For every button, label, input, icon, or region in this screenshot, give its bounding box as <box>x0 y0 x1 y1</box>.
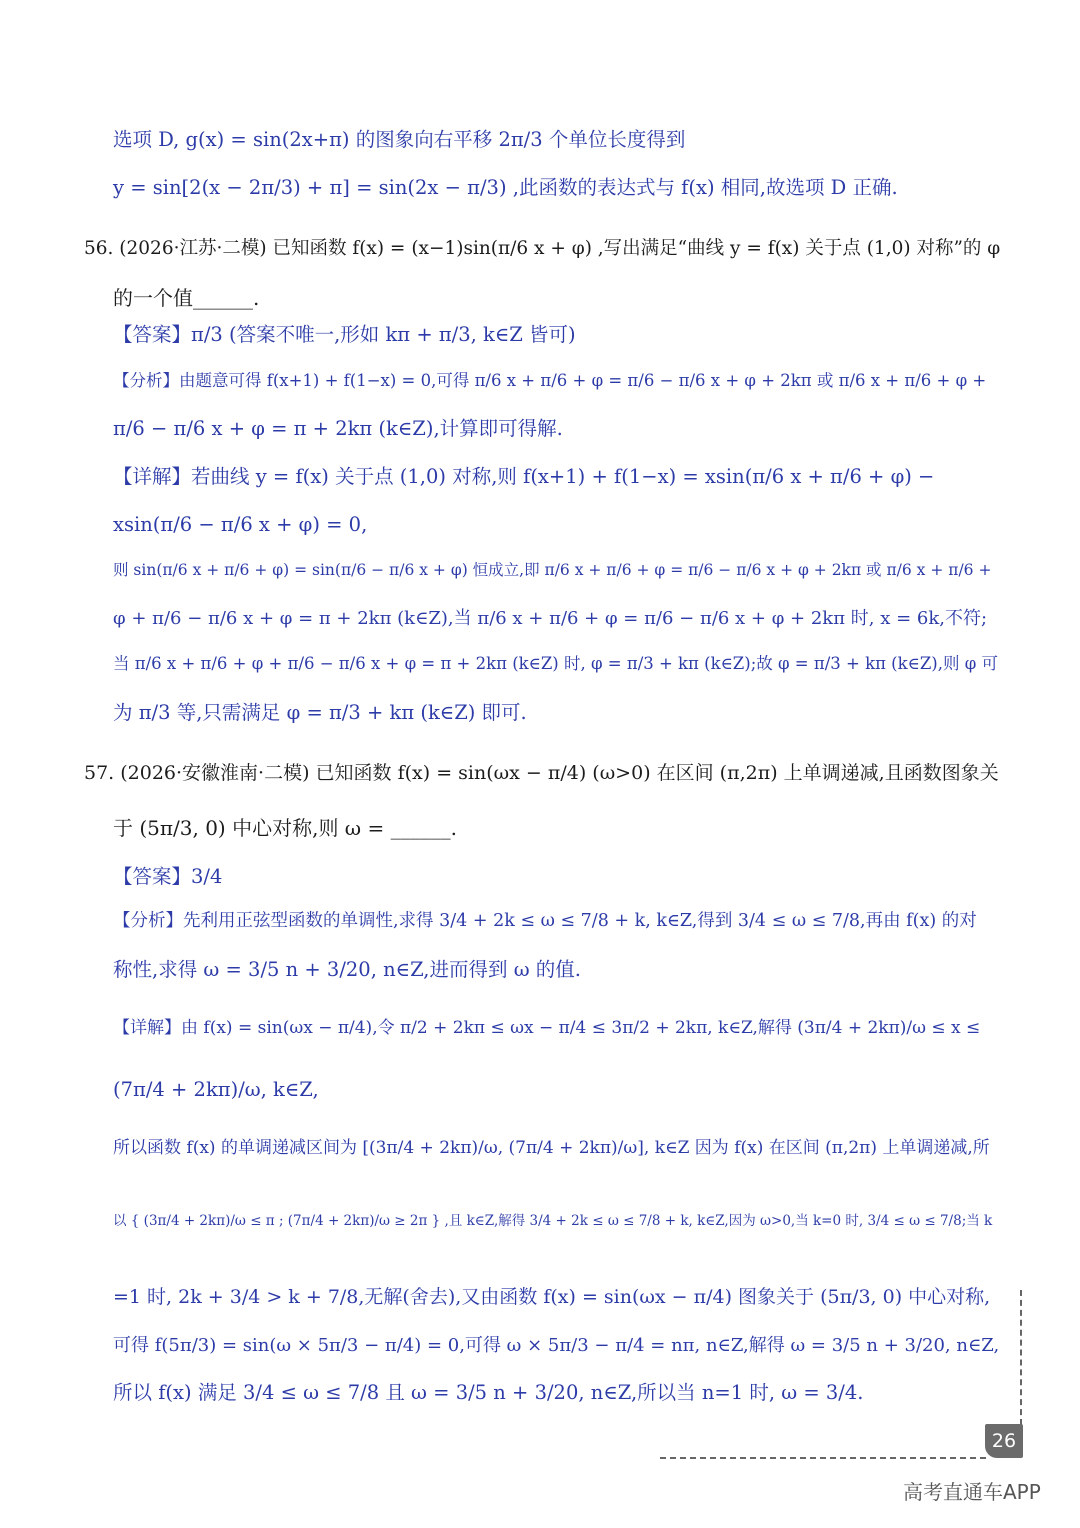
analysis-57: 【分析】先利用正弦型函数的单调性,求得 3/4 + 2k ≤ ω ≤ 7/8 + k, k∈Z,得到 3/4 ≤ ω ≤ 7/8,再由 f(x) 的对 <box>113 911 977 931</box>
solution-56-line: 当 π/6 x + π/6 + φ + π/6 − π/6 x + φ = π + 2kπ (k∈Z) 时, φ = π/3 + kπ (k∈Z);故 φ = π/3 + kπ (k∈Z),则 φ 可 <box>113 654 999 673</box>
solution-57-line: (7π/4 + 2kπ)/ω, k∈Z, <box>113 1078 319 1101</box>
page-number-badge: 26 <box>985 1424 1023 1458</box>
solution-57-line: 所以 f(x) 满足 3/4 ≤ ω ≤ 7/8 且 ω = 3/5 n + 3/20, n∈Z,所以当 n=1 时, ω = 3/4. <box>113 1381 864 1404</box>
solution-57-line: =1 时, 2k + 3/4 > k + 7/8,无解(舍去),又由函数 f(x) = sin(ωx − π/4) 图象关于 (5π/3, 0) 中心对称, <box>113 1286 991 1308</box>
text-line: y = sin[2(x − 2π/3) + π] = sin(2x − π/3) ,此函数的表达式与 f(x) 相同,故选项 D 正确. <box>113 176 898 199</box>
solution-57: 【详解】由 f(x) = sin(ωx − π/4),令 π/2 + 2kπ ≤ ωx − π/4 ≤ 3π/2 + 2kπ, k∈Z,解得 (3π/4 + 2kπ)/ω ≤ x ≤ <box>113 1018 981 1038</box>
dashed-border-horizontal <box>660 1457 986 1459</box>
analysis-57-cont: 称性,求得 ω = 3/5 n + 3/20, n∈Z,进而得到 ω 的值. <box>113 958 581 981</box>
solution-56-line: φ + π/6 − π/6 x + φ = π + 2kπ (k∈Z),当 π/6 x + π/6 + φ = π/6 − π/6 x + φ + 2kπ 时, x = 6k,不符; <box>113 608 988 629</box>
dashed-border-vertical <box>1020 1290 1022 1425</box>
solution-56-line: 为 π/3 等,只需满足 φ = π/3 + kπ (k∈Z) 即可. <box>113 701 527 724</box>
solution-57-line: 以 { (3π/4 + 2kπ)/ω ≤ π ; (7π/4 + 2kπ)/ω ≥ 2π } ,且 k∈Z,解得 3/4 + 2k ≤ ω ≤ 7/8 + k, k∈Z,因为 ω>0,当 k=0 时, 3/4 ≤ ω ≤ 7/8;当 k <box>113 1213 993 1229</box>
question-56-blank: 的一个值______. <box>113 286 260 310</box>
solution-56-line: xsin(π/6 − π/6 x + φ) = 0, <box>113 513 368 536</box>
solution-57-line: 所以函数 f(x) 的单调递减区间为 [(3π/4 + 2kπ)/ω, (7π/4 + 2kπ)/ω], k∈Z 因为 f(x) 在区间 (π,2π) 上单调递减,所 <box>113 1138 990 1158</box>
solution-56: 【详解】若曲线 y = f(x) 关于点 (1,0) 对称,则 f(x+1) + f(1−x) = xsin(π/6 x + π/6 + φ) − <box>113 465 935 488</box>
watermark: 高考直通车APP <box>903 1480 1041 1504</box>
solution-57-line: 可得 f(5π/3) = sin(ω × 5π/3 − π/4) = 0,可得 ω × 5π/3 − π/4 = nπ, n∈Z,解得 ω = 3/5 n + 3/20, n∈Z, <box>113 1335 1000 1356</box>
question-56-stem: 56. (2026·江苏·二模) 已知函数 f(x) = (x−1)sin(π/6 x + φ) ,写出满足“曲线 y = f(x) 关于点 (1,0) 对称”的 φ <box>84 238 1001 259</box>
analysis-56: 【分析】由题意可得 f(x+1) + f(1−x) = 0,可得 π/6 x + π/6 + φ = π/6 − π/6 x + φ + 2kπ 或 π/6 x + π/6 + φ + <box>113 371 987 390</box>
analysis-56-cont: π/6 − π/6 x + φ = π + 2kπ (k∈Z),计算即可得解. <box>113 417 563 440</box>
question-57-blank: 于 (5π/3, 0) 中心对称,则 ω = ______. <box>113 816 457 840</box>
question-57-stem: 57. (2026·安徽淮南·二模) 已知函数 f(x) = sin(ωx − π/4) (ω>0) 在区间 (π,2π) 上单调递减,且函数图象关 <box>84 762 999 784</box>
text-line: 选项 D, g(x) = sin(2x+π) 的图象向右平移 2π/3 个单位长度得到 <box>113 128 686 151</box>
answer-56: 【答案】π/3 (答案不唯一,形如 kπ + π/3, k∈Z 皆可) <box>113 323 576 346</box>
answer-57: 【答案】3/4 <box>113 865 223 888</box>
solution-56-line: 则 sin(π/6 x + π/6 + φ) = sin(π/6 − π/6 x + φ) 恒成立,即 π/6 x + π/6 + φ = π/6 − π/6 x + φ + 2kπ 或 π/6 x + π/6 + <box>113 561 992 579</box>
